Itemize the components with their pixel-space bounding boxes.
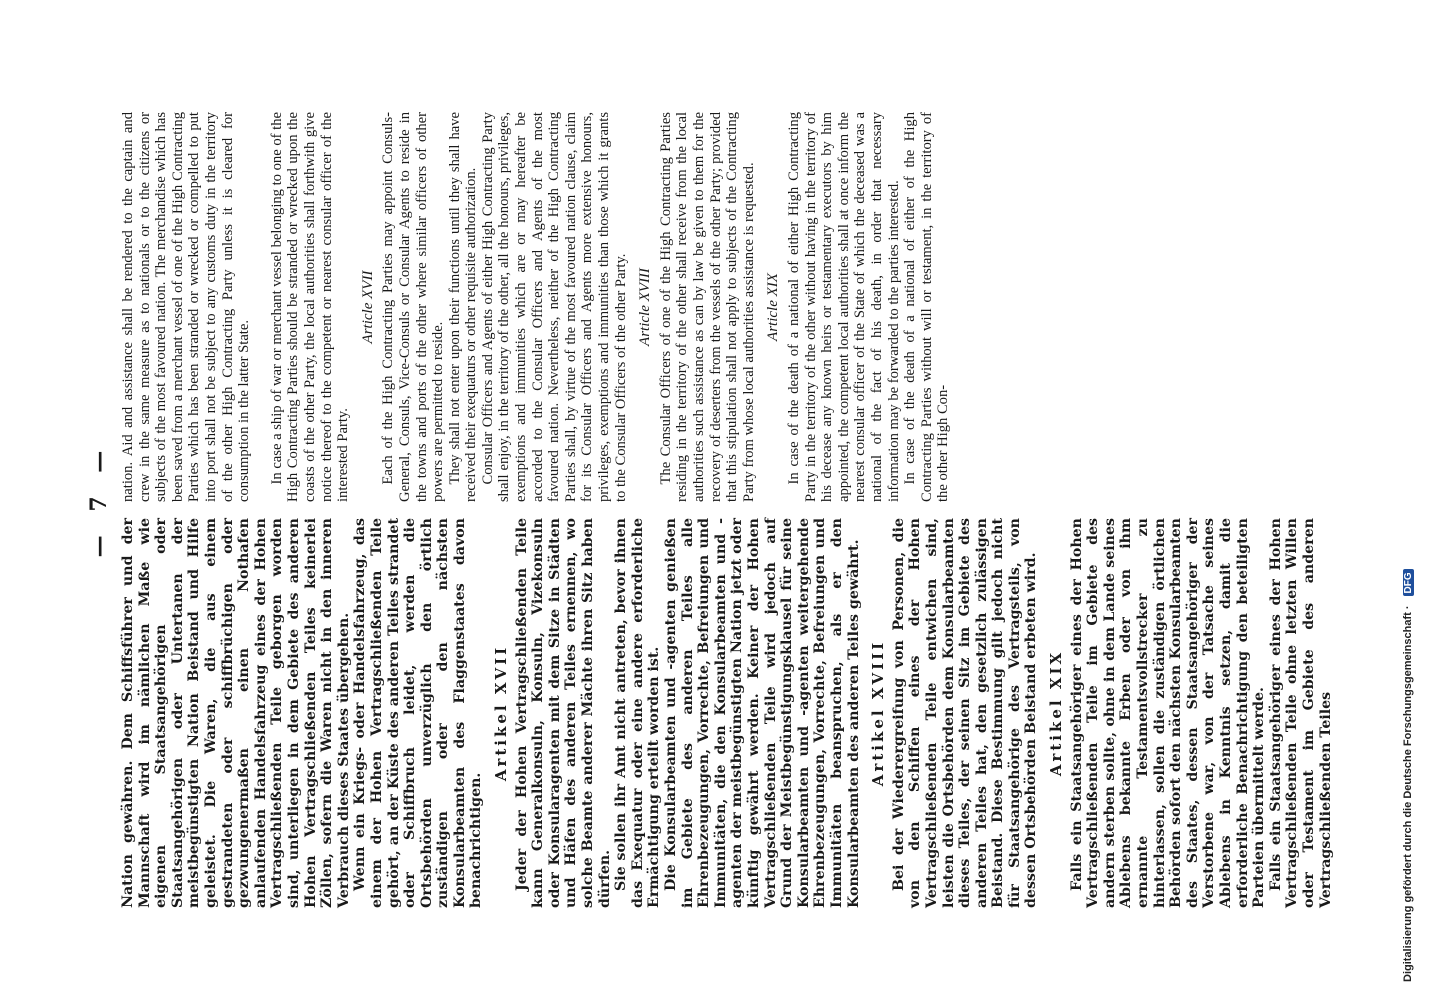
german-article-heading: Artikel XVIII [869,639,888,787]
english-text-column [120,112,1285,502]
english-paragraph: Each of the High Contracting Parties may appoint Consuls-General, Consuls, Vice-Consuls or Consular Agents to reside in the towns and ports of the other where similar officers of other powers are permitted to reside. [380,112,447,502]
english-article-heading: Article XVII [359,270,376,344]
english-paragraph: In case of the death of a national of either of the High Contracting Parties without will or testament, in the territory of the other High Con- [902,112,952,502]
english-paragraph: The Consular Officers of one of the High Contracting Parties residing in the territory of the other shall receive from the local authorities such assistance as can by law be given to them for the recovery of deserters from the vessels of the other Party; provided that this stipulation shall not apply to subjects of the Contracting Party from whose local authorities assistance is requested. [657,112,757,502]
german-paragraph: Sie sollen ihr Amt nicht antreten, bevor ihnen das Exequatur oder eine andere erforderliche Ermächtigung erteilt worden ist. [613,518,663,908]
footer-text: Digitalisierung gefördert durch die Deutsche Forschungsgemeinschaft · [1402,602,1414,982]
german-article-heading: Artikel XVII [492,644,511,782]
german-paragraph: Bei der Wiederergreifung von Personen, die von den Schiffen eines der Hohen Vertragschließenden Teile entwichen sind, leisten die Ortsbehörden dem Konsularbeamten dieses Teiles, der seinen Sitz im Gebiete des anderen Teiles hat, den gesetzlich zulässigen Beistand. Diese Bestimmung gilt jedoch nicht für Staatsangehörige des Vertragsteils, von dessen Ortsbehörden Beistand erbeten wird. [890,518,1040,908]
digitization-footer [1402,18,1414,982]
german-paragraph: Wenn ein Kriegs- oder Handelsfahrzeug, das einem der Hohen Vertragschließenden Teile gehört, an der Küste des anderen Teiles strandet oder Schiffbruch leidet, werden die Ortsbehörden unverzüglich den örtlich zuständigen oder den nächsten Konsularbeamten des Flaggenstaates davon benachrichtigen. [352,518,485,908]
german-paragraph: Nation gewähren. Dem Schiffsführer und der Mannschaft wird im nämlichen Maße wie eigenen Staatsangehörigen oder Staatsangehörigen oder Untertanen der meistbegünstigten Nation Beistand und Hilfe geleistet. Die Waren, die aus einem gestrandeten oder schiffbrüchigen oder gezwungenermaßen einen Nothafen anlaufenden Handelsfahrzeug eines der Hohen Vertragschließenden Teile geborgen worden sind, unterliegen in dem Gebiete des anderen Hohen Vertragschließenden Teiles keinerlei Zöllen, sofern die Waren nicht in den inneren Verbrauch dieses Staates übergehen. [120,518,352,908]
english-article-heading: Article XIX [765,273,782,341]
german-paragraph: Die Konsularbeamten und -agenten genießen im Gebiete des anderen Teiles alle Ehrenbezeugungen, Vorrechte, Befreiungen und Immunitäten, die den Konsularbeamten und -agenten der meistbegünstigten Nation jetzt oder künftig gewährt werden. Keiner der Hohen Vertragschließenden Teile wird jedoch auf Grund der Meistbegünstigungsklausel für seine Konsularbeamten und -agenten weitergehende Ehrenbezeugungen, Vorrechte, Befreiungen und Immunitäten beanspruchen, als er den Konsularbeamten des anderen Teiles gewährt. [663,518,862,908]
page-number: — 7 — [86,442,112,558]
english-article-heading: Article XVIII [637,268,654,346]
german-paragraph: Falls ein Staatsangehöriger eines der Hohen Vertragschließenden Teile ohne letzten Willen oder Testament im Gebiete des anderen Vertragschließenden Teiles [1267,518,1334,908]
english-paragraph: In case a ship of war or merchant vessel belonging to one of the High Contracting Parties should be stranded or wrecked upon the coasts of the other Party, the local authorities shall forthwith give notice thereof to the competent or nearest consular officer of the interested Party. [268,112,352,502]
english-paragraph: They shall not enter upon their functions until they shall have received their exequaturs or other requisite authorization. [446,112,480,502]
paragraph-gap [253,112,269,502]
german-text-column [120,518,1334,908]
german-paragraph: Falls ein Staatsangehöriger eines der Hohen Vertragschließenden Teile im Gebiete des andern sterben sollte, ohne in dem Lande seines Ablebens bekannte Erben oder von ihm ernannte Testamentsvollstrecker zu hinterlassen, sollen die zuständigen örtlichen Behörden sofort den nächsten Konsularbeamten des Staates, dessen Staatsangehöriger der Verstorbene war, von der Tatsache seines Ablebens in Kenntnis setzen, damit die erforderliche Benachrichtigung den beteiligten Parteien übermittelt werde. [1068,518,1268,908]
german-paragraph: Jeder der Hohen Vertragschließenden Teile kann Generalkonsuln, Konsuln, Vizekonsuln oder Konsularagenten mit dem Sitze in Städten und Häfen des anderen Teiles ernennen, wo solche Beamte anderer Mächte ihren Sitz haben dürfen. [513,518,613,908]
english-paragraph: Consular Officers and Agents of either High Contracting Party shall enjoy, in the territory of the other, all the honours, privileges, exemptions and immunities which are or may hereafter be accorded to the Consular Officers and Agents of the most favoured nation. Nevertheless, neither of the High Contracting Parties shall, by virtue of the most favoured nation clause, claim for its Consular Officers and Agents more extensive honours, privileges, exemptions and immunities than those which it grants to the Consular Officers of the other Party. [479,112,629,502]
english-paragraph: nation. Aid and assistance shall be rendered to the captain and crew in the same measure as to nationals or to the citizens or subjects of the most favoured nation. The merchandise which has been saved from a merchant vessel of one of the High Contracting Parties which has been stranded or wrecked or compelled to put into port shall not be subject to any customs duty in the territory of the other High Contracting Party unless it is cleared for consumption in the latter State. [120,112,253,502]
german-article-heading: Artikel XIX [1047,649,1066,777]
dfg-logo: DFG [1403,569,1414,596]
english-paragraph: In case of the death of a national of either High Contracting Party in the territory of the other without having in the territory of his decease any known heirs or testamentary executors by him appointed, the competent local authorities shall at once inform the nearest consular officer of the State of which the deceased was a national of the fact of his death, in order that necessary information may be forwarded to the parties interested. [785,112,902,502]
